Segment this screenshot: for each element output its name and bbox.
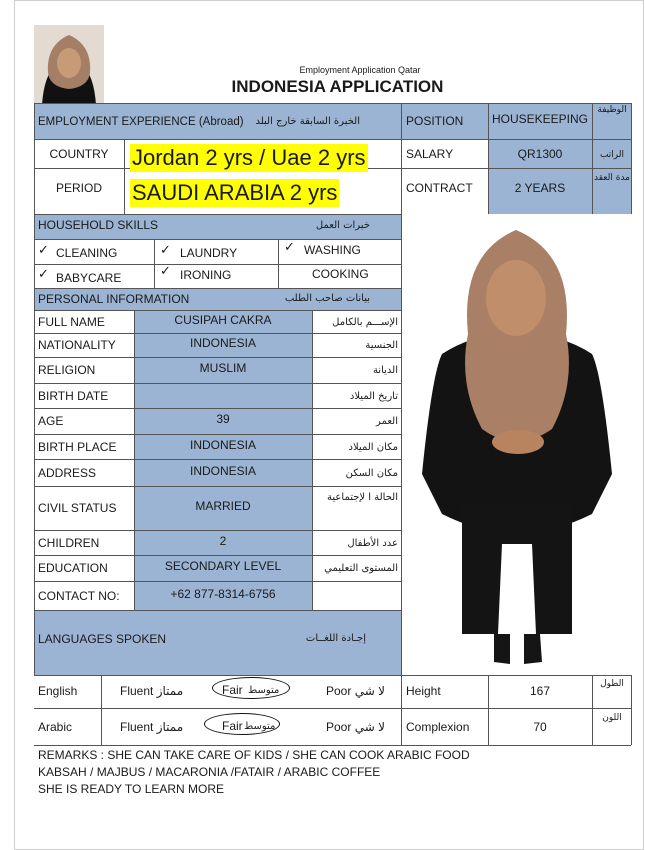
english-fluent: Fluent ممتاز	[120, 684, 184, 698]
field-value: CUSIPAH CAKRA	[174, 312, 272, 327]
remarks-line-1: REMARKS : SHE CAN TAKE CARE OF KIDS / SHE CAN COOK ARABIC FOOD	[38, 748, 470, 762]
check-icon: ✓	[38, 243, 49, 258]
english-poor: Poor لا شي	[326, 684, 385, 698]
contract-label: CONTRACT	[406, 181, 473, 195]
height-value: 167	[529, 684, 551, 698]
field-label: NATIONALITY	[38, 338, 116, 352]
skills-header-ar: خبرات العمل	[315, 220, 370, 231]
applicant-photo-full	[402, 214, 631, 674]
field-label: BIRTH PLACE	[38, 439, 117, 454]
height-label: Height	[406, 684, 441, 698]
check-icon: ✓	[284, 240, 295, 255]
header-subtitle: Employment Application Qatar	[299, 65, 421, 75]
field-value: INDONESIA	[189, 463, 256, 478]
field-value: INDONESIA	[189, 437, 256, 452]
field-label: EDUCATION	[38, 561, 108, 575]
contract-value: 2 YEARS	[514, 181, 566, 195]
contract-label-ar: مدة العقد	[594, 173, 630, 183]
skill-cooking: COOKING	[312, 267, 369, 281]
language-english: English	[38, 684, 78, 698]
experience-header: EMPLOYMENT EXPERIENCE (Abroad)	[38, 116, 244, 128]
field-label: ADDRESS	[38, 465, 97, 480]
salary-label: SALARY	[406, 147, 454, 161]
field-label: CHILDREN	[38, 535, 100, 550]
complexion-value: 70	[533, 720, 547, 734]
field-label: FULL NAME	[38, 314, 105, 329]
field-label: CIVIL STATUS	[38, 501, 117, 515]
period-value: SAUDI ARABIA 2 yrs	[132, 180, 338, 205]
arabic-fair-ar: متوسط	[244, 721, 276, 732]
arabic-poor: Poor لا شي	[326, 720, 385, 734]
languages-header: LANGUAGES SPOKEN	[38, 632, 167, 646]
check-icon: ✓	[160, 243, 171, 258]
field-label: RELIGION	[38, 363, 96, 377]
field-label: CONTACT NO:	[38, 588, 120, 603]
salary-value: QR1300	[517, 147, 563, 161]
field-label-ar: مكان الميلاد	[348, 441, 398, 453]
english-fair-ar: متوسط	[248, 685, 280, 696]
height-label-ar: الطول	[600, 679, 624, 689]
country-label: COUNTRY	[49, 147, 109, 161]
field-label-ar: الإســـم بالكامل	[332, 316, 398, 328]
skill-washing: WASHING	[304, 243, 361, 257]
field-value: SECONDARY LEVEL	[164, 559, 282, 573]
complexion-label: Complexion	[406, 720, 470, 734]
field-value: 39	[216, 412, 230, 426]
check-icon: ✓	[160, 264, 171, 279]
experience-header-ar: الخبرة السابقة خارج البلد	[255, 116, 360, 127]
country-value: Jordan 2 yrs / Uae 2 yrs	[132, 145, 366, 170]
arabic-fair: Fair	[222, 719, 243, 733]
field-value: MARRIED	[195, 499, 251, 513]
languages-header-ar: إجـادة اللغــات	[305, 633, 366, 644]
applicant-photo-small	[34, 25, 104, 105]
field-label-ar: مكان السكن	[345, 467, 398, 479]
field-label-ar: تاريخ الميلاد	[349, 390, 398, 402]
salary-label-ar: الراتب	[599, 150, 625, 160]
check-icon: ✓	[38, 267, 49, 282]
remarks-line-2: KABSAH / MAJBUS / MACARONIA /FATAIR / ARABIC COFFEE	[38, 765, 381, 779]
skill-laundry: LAUNDRY	[180, 246, 238, 260]
arabic-fluent: Fluent ممتاز	[120, 720, 184, 734]
position-label: POSITION	[406, 114, 464, 128]
field-value: +62 877-8314-6756	[170, 586, 276, 601]
field-label-ar: المستوى التعليمي	[324, 563, 398, 574]
header-title: INDONESIA APPLICATION	[231, 77, 444, 96]
skill-babycare: BABYCARE	[56, 271, 122, 285]
skills-header: HOUSEHOLD SKILLS	[38, 218, 159, 232]
field-value: 2	[219, 533, 227, 548]
field-label-ar: العمر	[376, 416, 398, 427]
remarks-line-3: SHE IS READY TO LEARN MORE	[38, 782, 225, 796]
field-label-ar: عدد الأطفال	[347, 537, 398, 549]
complexion-label-ar: اللون	[602, 713, 622, 723]
field-label: AGE	[38, 414, 64, 428]
field-label-ar: الحالة ا لإجتماعية	[327, 492, 398, 503]
field-value: MUSLIM	[199, 361, 247, 375]
field-label: BIRTH DATE	[38, 388, 109, 403]
position-label-ar: الوظيفة	[597, 105, 627, 115]
personal-header-ar: بيانات صاحب الطلب	[284, 293, 370, 304]
position-value: HOUSEKEEPING	[491, 112, 589, 126]
field-label-ar: الجنسية	[365, 340, 398, 351]
field-value: INDONESIA	[189, 336, 256, 350]
language-arabic: Arabic	[38, 720, 73, 734]
period-label: PERIOD	[55, 181, 102, 195]
skill-cleaning: CLEANING	[56, 246, 118, 260]
personal-header: PERSONAL INFORMATION	[38, 292, 190, 306]
english-fair: Fair	[222, 683, 243, 697]
field-label-ar: الديانة	[372, 365, 398, 376]
skill-ironing: IRONING	[180, 268, 232, 282]
